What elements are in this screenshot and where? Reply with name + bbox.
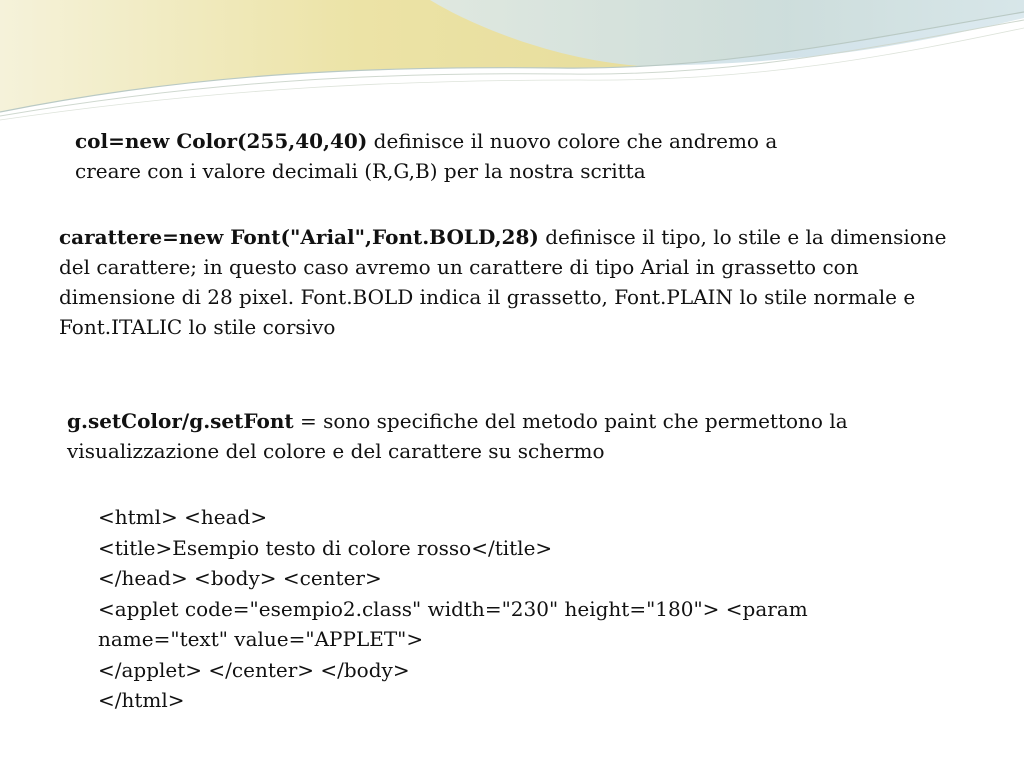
code-line: <applet code="esempio2.class" width="230" height="180"> <param [98, 596, 808, 621]
paragraph-color-definition [75, 126, 835, 186]
header-wave-decoration [0, 0, 1024, 130]
paragraph-color-text: definisce il nuovo colore che andremo a creare con i valore decimali (R,G,B) per la nostra scritta [75, 129, 778, 183]
paragraph-font-text: definisce il tipo, lo stile e la dimensione del carattere; in questo caso avremo un carattere di tipo Arial in grassetto con dimensione di 28 pixel. Font.BOLD indica il grassetto, Font.PLAIN lo stile normale e Font.ITALIC lo stile corsivo [59, 225, 947, 339]
code-line: <html> <head> [98, 505, 268, 529]
code-line: </head> <body> <center> [98, 566, 382, 590]
paragraph-setcolor-setfont [67, 406, 947, 466]
paragraph-setcolor-text: = sono specifiche del metodo paint che permettono la visualizzazione del colore e del carattere su schermo [67, 409, 848, 463]
code-line: <title>Esempio testo di colore rosso</title> [98, 535, 553, 560]
code-line: </html> [98, 688, 185, 712]
code-color-constructor: col=new Color(255,40,40) [75, 129, 368, 153]
code-line: </applet> </center> </body> [98, 657, 410, 682]
paragraph-font-definition [59, 222, 979, 342]
html-code-block [98, 502, 958, 716]
code-font-constructor: carattere=new Font("Arial",Font.BOLD,28) [59, 225, 539, 249]
code-line: name="text" value="APPLET"> [98, 627, 424, 651]
code-setcolor-setfont: g.setColor/g.setFont [67, 409, 294, 433]
